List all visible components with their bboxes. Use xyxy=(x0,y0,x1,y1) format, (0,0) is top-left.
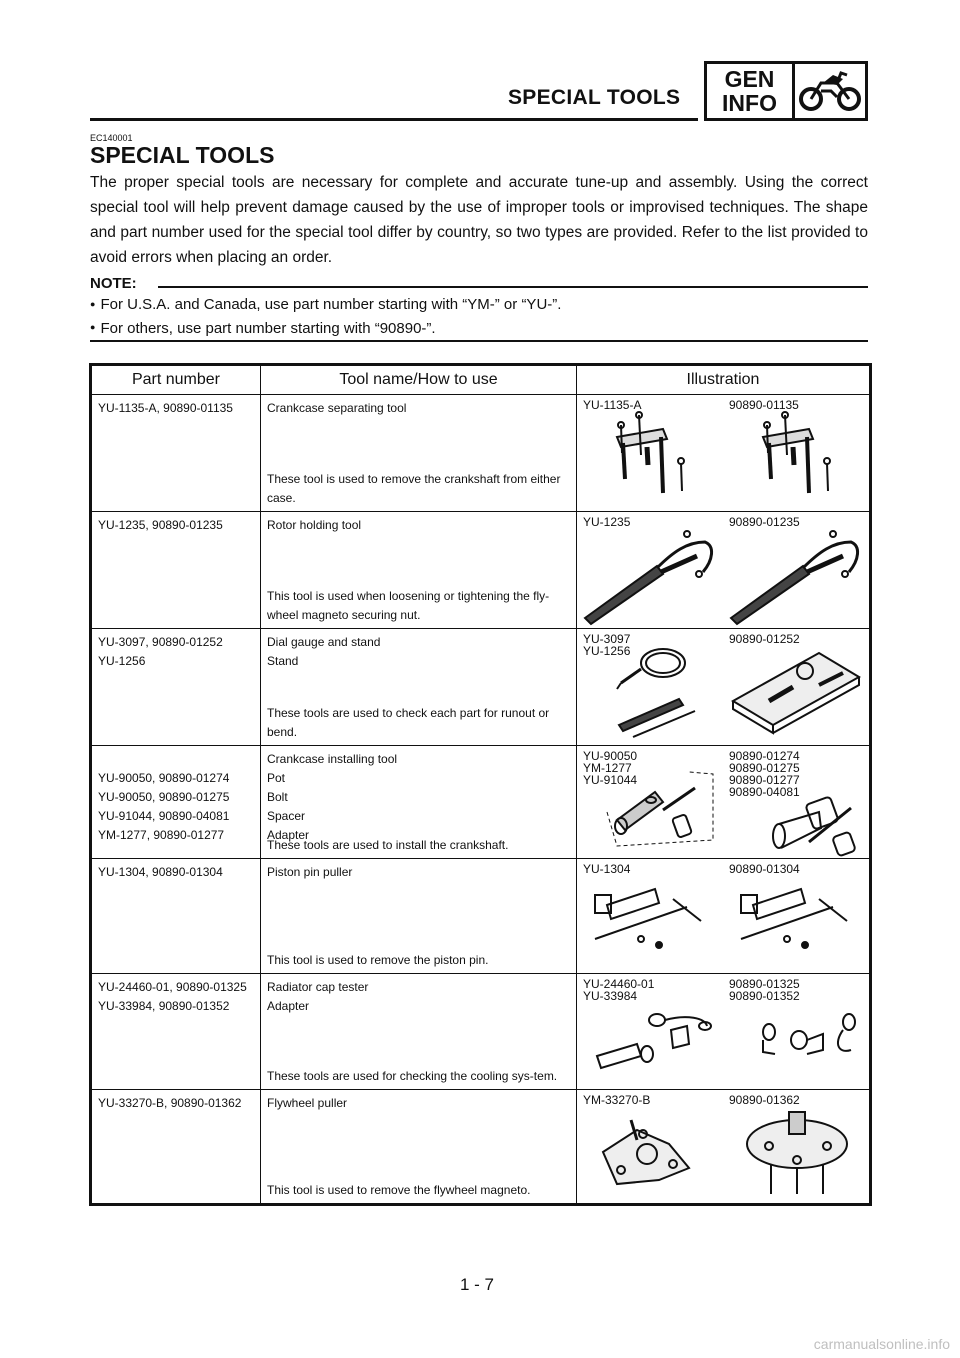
note-bottom-rule xyxy=(90,340,868,342)
tool-name: Adapter xyxy=(267,828,310,842)
table-header-row xyxy=(91,365,871,395)
tool-name: Piston pin puller xyxy=(267,865,353,879)
table-row xyxy=(91,974,871,1090)
crankcase-separating-tool-icon xyxy=(577,395,723,510)
page-number: 1 - 7 xyxy=(460,1275,495,1294)
part-number-cell xyxy=(91,859,261,974)
part-number-cell xyxy=(91,746,261,859)
tool-name: Dial gauge and stand xyxy=(267,635,381,649)
section-badge-text xyxy=(707,64,795,118)
table-row xyxy=(91,859,871,974)
header-rule xyxy=(90,118,698,121)
part-number: YU-91044, 90890-04081 xyxy=(98,809,230,823)
illustration-label: 90890-01304 xyxy=(729,862,800,876)
illustration-label: 90890-01235 xyxy=(729,515,800,529)
tool-name: Radiator cap tester xyxy=(267,980,369,994)
illustration-label: 90890-01274 xyxy=(729,749,800,763)
illustration-cell xyxy=(577,746,871,859)
note-list xyxy=(90,293,561,340)
note-item: ● For U.S.A. and Canada, use part number starting with “YM-” or “YU-”. xyxy=(90,293,561,317)
note-item: ● For others, use part number starting with “90890-”. xyxy=(90,317,561,341)
part-number: YU-1304, 90890-01304 xyxy=(98,865,223,879)
illustration-cell xyxy=(577,859,871,974)
motorcycle-icon xyxy=(795,64,865,118)
illustration-label: YM-1277 xyxy=(583,761,632,775)
badge-line-1: GEN xyxy=(724,66,775,92)
section-title: SPECIAL TOOLS xyxy=(508,86,681,109)
page-heading: SPECIAL TOOLS xyxy=(90,142,275,168)
tool-name-cell xyxy=(261,629,577,746)
tool-name-cell xyxy=(261,395,577,512)
dial-gauge-icon xyxy=(577,629,723,744)
part-number: YM-1277, 90890-01277 xyxy=(98,828,225,842)
illustration-label: YM-33270-B xyxy=(583,1093,651,1107)
illustration-label: YU-1135-A xyxy=(583,398,642,412)
part-number-cell xyxy=(91,629,261,746)
col-header-illustration: Illustration xyxy=(577,365,871,395)
tool-description: This tool is used when loosening or tightening the fly-wheel magneto securing nut. xyxy=(267,589,550,622)
flywheel-puller-icon xyxy=(723,1090,869,1205)
illustration-label: YU-33984 xyxy=(583,989,638,1003)
illustration-cell xyxy=(577,629,871,746)
tool-name-cell xyxy=(261,512,577,629)
note-rule xyxy=(158,286,868,288)
crankcase-separating-tool-icon xyxy=(723,395,869,510)
dial-gauge-case-icon xyxy=(723,629,869,744)
tool-name: Crankcase installing tool xyxy=(267,752,398,766)
flywheel-puller-icon xyxy=(577,1090,723,1205)
illustration-label: YU-24460-01 xyxy=(583,977,655,991)
illustration-cell xyxy=(577,395,871,512)
table-row xyxy=(91,1090,871,1205)
part-number: YU-1256 xyxy=(98,654,146,668)
part-number-cell xyxy=(91,974,261,1090)
illustration-label: 90890-01362 xyxy=(729,1093,800,1107)
part-number: YU-1135-A, 90890-01135 xyxy=(98,401,233,415)
rotor-holding-tool-icon xyxy=(577,512,723,627)
section-badge xyxy=(704,61,868,121)
illustration-label: YU-3097 xyxy=(583,632,631,646)
illustration-label: YU-1304 xyxy=(583,862,631,876)
tool-description: This tool is used to remove the flywheel magneto. xyxy=(267,1183,531,1197)
part-number: YU-33984, 90890-01352 xyxy=(98,999,230,1013)
piston-pin-puller-icon xyxy=(723,859,869,974)
table-row xyxy=(91,746,871,859)
document-code: EC140001 xyxy=(90,133,133,143)
special-tools-table xyxy=(89,363,872,1206)
tool-name-cell xyxy=(261,746,577,859)
radiator-cap-adapter-icon xyxy=(723,974,869,1090)
illustration-label: YU-1235 xyxy=(583,515,631,529)
tool-name: Stand xyxy=(267,654,299,668)
crankcase-installing-tool-icon xyxy=(723,746,869,859)
radiator-cap-tester-icon xyxy=(577,974,723,1090)
illustration-label: 90890-01252 xyxy=(729,632,800,646)
intro-paragraph: The proper special tools are necessary for complete and accurate tune-up and assembly. Using the correct special tool will help prevent damage caused by the use of improper tools or improvised techniques. The shape and part number used for the special tool differ by country, so two types are provided. Refer to the list provided to avoid errors when placing an order. xyxy=(90,174,868,266)
tool-description: These tools are used for checking the cooling sys-tem. xyxy=(267,1069,558,1083)
illustration-label: 90890-01352 xyxy=(729,989,800,1003)
tool-name: Flywheel puller xyxy=(267,1096,348,1110)
part-number: YU-24460-01, 90890-01325 xyxy=(98,980,247,994)
part-number: YU-90050, 90890-01274 xyxy=(98,771,230,785)
illustration-label: 90890-01275 xyxy=(729,761,800,775)
tool-name: Bolt xyxy=(267,790,288,804)
illustration-label: YU-90050 xyxy=(583,749,638,763)
part-number: YU-1235, 90890-01235 xyxy=(98,518,223,532)
watermark: carmanualsonline.info xyxy=(813,1336,950,1352)
part-number: YU-33270-B, 90890-01362 xyxy=(98,1096,242,1110)
tool-name: Rotor holding tool xyxy=(267,518,362,532)
illustration-label: 90890-01325 xyxy=(729,977,800,991)
part-number-cell xyxy=(91,395,261,512)
note-label: NOTE: xyxy=(90,275,137,292)
tool-name: Spacer xyxy=(267,809,306,823)
crankcase-installing-tool-icon xyxy=(577,746,723,859)
col-header-part-number: Part number xyxy=(91,365,261,395)
tool-name: Pot xyxy=(267,771,286,785)
table-row xyxy=(91,629,871,746)
part-number-cell xyxy=(91,512,261,629)
illustration-label: 90890-04081 xyxy=(729,785,800,799)
tool-name-cell xyxy=(261,859,577,974)
tool-name-cell xyxy=(261,1090,577,1205)
rotor-holding-tool-icon xyxy=(723,512,869,627)
part-number: YU-3097, 90890-01252 xyxy=(98,635,223,649)
illustration-cell xyxy=(577,974,871,1090)
illustration-label: 90890-01277 xyxy=(729,773,800,787)
tool-description: These tool is used to remove the crankshaft from either case. xyxy=(267,472,561,505)
illustration-label: 90890-01135 xyxy=(729,398,799,412)
illustration-label: YU-1256 xyxy=(583,644,631,658)
tool-name: Crankcase separating tool xyxy=(267,401,407,415)
illustration-cell xyxy=(577,1090,871,1205)
badge-line-2: INFO xyxy=(722,90,777,116)
col-header-tool-name: Tool name/How to use xyxy=(261,365,577,395)
table-row xyxy=(91,512,871,629)
illustration-label: YU-91044 xyxy=(583,773,638,787)
table-row xyxy=(91,395,871,512)
part-number: YU-90050, 90890-01275 xyxy=(98,790,230,804)
illustration-cell xyxy=(577,512,871,629)
piston-pin-puller-icon xyxy=(577,859,723,974)
part-number-cell xyxy=(91,1090,261,1205)
tool-name-cell xyxy=(261,974,577,1090)
tool-description: These tools are used to check each part for runout or bend. xyxy=(267,706,550,739)
tool-description: This tool is used to remove the piston pin. xyxy=(267,953,489,967)
tool-description: These tools are used to install the crankshaft. xyxy=(267,838,509,852)
tool-name: Adapter xyxy=(267,999,310,1013)
part-number xyxy=(98,750,260,769)
